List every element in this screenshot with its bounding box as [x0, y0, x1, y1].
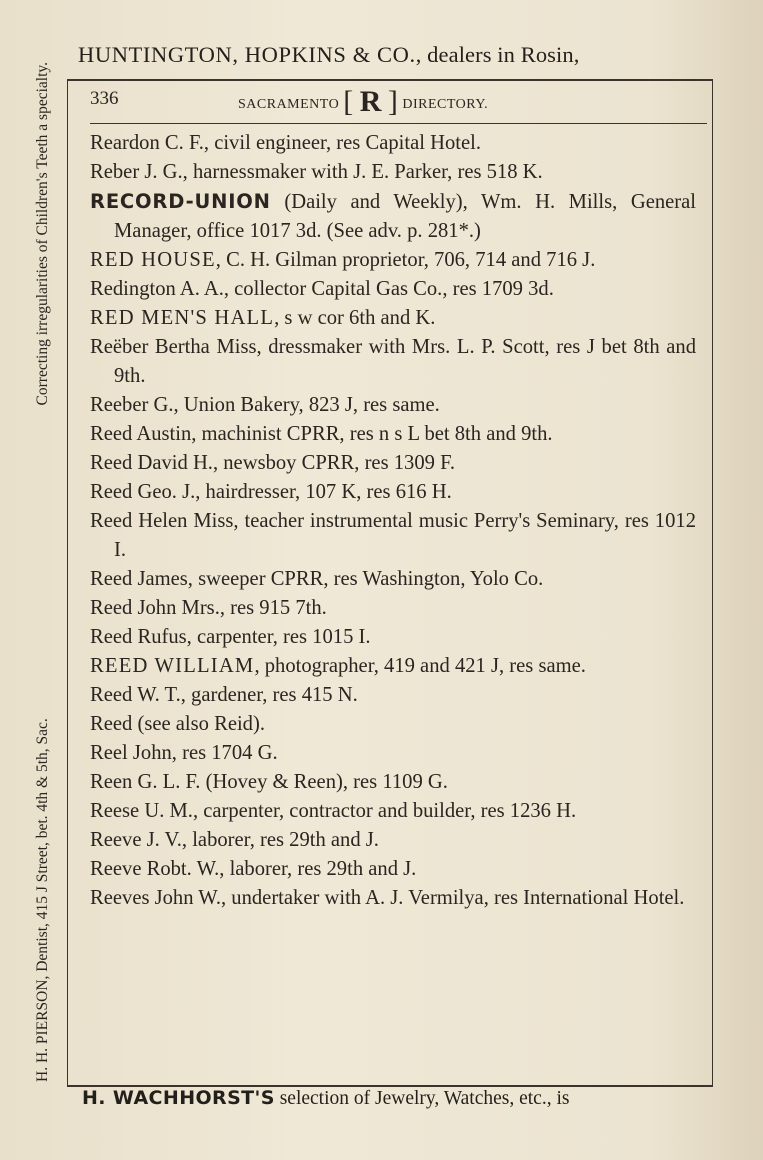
entry-text: Reëber Bertha Miss, dressmaker with Mrs. L. P. Scott, res J bet 8th and 9th.	[90, 336, 696, 387]
directory-entry	[90, 768, 696, 797]
side-advertisement	[34, 62, 52, 1082]
entry-text: Reen G. L. F. (Hovey & Reen), res 1109 G.	[90, 771, 448, 793]
running-title-right: DIRECTORY.	[402, 97, 489, 112]
top-advert-name: HUNTINGTON, HOPKINS & CO.	[78, 42, 416, 67]
directory-entry	[90, 855, 696, 884]
bottom-advert-text: selection of Jewelry, Watches, etc., is	[274, 1088, 570, 1109]
directory-entry	[90, 304, 696, 333]
entry-lead: RED MEN'S HALL	[90, 307, 275, 329]
entry-text: Reeve J. V., laborer, res 29th and J.	[90, 829, 379, 851]
entry-text: Reed Helen Miss, teacher instrumental music Perry's Seminary, res 1012 I.	[90, 510, 696, 561]
directory-entry	[90, 826, 696, 855]
entry-lead: RED HOUSE	[90, 249, 216, 271]
directory-entry	[90, 797, 696, 826]
bottom-advertisement	[82, 1087, 722, 1110]
directory-entry	[90, 507, 696, 565]
entry-text: Reed Austin, machinist CPRR, res n s L bet 8th and 9th.	[90, 423, 553, 445]
running-head	[90, 84, 704, 122]
entry-text: Reed W. T., gardener, res 415 N.	[90, 684, 358, 706]
side-advert-part2: Correcting irregularities of Children's Teeth a specialty.	[34, 62, 51, 406]
entry-text: Reed (see also Reid).	[90, 713, 265, 735]
entry-lead: RECORD-UNION	[90, 190, 271, 213]
directory-entry	[90, 594, 696, 623]
entry-text: Reardon C. F., civil engineer, res Capital Hotel.	[90, 132, 481, 154]
directory-entry	[90, 187, 696, 246]
entry-text: Reber J. G., harnessmaker with J. E. Parker, res 518 K.	[90, 161, 543, 183]
entry-text: (Daily and Weekly), Wm. H. Mills, General Manager, office 1017 3d. (See adv. p. 281*.)	[114, 191, 696, 242]
section-letter: R	[359, 85, 382, 118]
directory-entries	[90, 129, 696, 913]
directory-entry	[90, 565, 696, 594]
entry-text: Reed John Mrs., res 915 7th.	[90, 597, 327, 619]
directory-entry	[90, 681, 696, 710]
entry-text: Redington A. A., collector Capital Gas Co., res 1709 3d.	[90, 278, 554, 300]
right-bracket: ]	[387, 85, 399, 118]
directory-entry	[90, 158, 696, 187]
directory-entry	[90, 884, 696, 913]
entry-text: Reed Geo. J., hairdresser, 107 K, res 616 H.	[90, 481, 452, 503]
bottom-advert-name: H. WACHHORST'S	[82, 1087, 275, 1109]
directory-entry	[90, 652, 696, 681]
entry-text: , C. H. Gilman proprietor, 706, 714 and 716 J.	[215, 249, 596, 271]
entry-text: Reed Rufus, carpenter, res 1015 I.	[90, 626, 371, 648]
side-advert-part1: H. H. PIERSON, Dentist, 415 J Street, bet. 4th & 5th, Sac.	[34, 718, 51, 1082]
page-number: 336	[90, 88, 119, 109]
directory-entry	[90, 478, 696, 507]
entry-text: Reed David H., newsboy CPRR, res 1309 F.	[90, 452, 456, 474]
top-advert-text: , dealers in Rosin,	[415, 42, 580, 67]
directory-entry	[90, 333, 696, 391]
directory-entry	[90, 420, 696, 449]
entry-lead: REED WILLIAM	[90, 655, 255, 677]
directory-entry	[90, 275, 696, 304]
entry-text: Reeves John W., undertaker with A. J. Vermilya, res International Hotel.	[90, 887, 685, 909]
directory-entry	[90, 623, 696, 652]
directory-entry	[90, 391, 696, 420]
entry-text: Reel John, res 1704 G.	[90, 742, 278, 764]
directory-entry	[90, 710, 696, 739]
entry-text: , s w cor 6th and K.	[274, 307, 436, 329]
entry-text: Reed James, sweeper CPRR, res Washington, Yolo Co.	[90, 568, 544, 590]
running-title-left: SACRAMENTO	[238, 97, 340, 112]
directory-entry	[90, 129, 696, 158]
top-advertisement	[78, 42, 728, 68]
entry-text: Reeber G., Union Bakery, 823 J, res same.	[90, 394, 440, 416]
left-bracket: [	[343, 85, 354, 118]
entry-text: Reese U. M., carpenter, contractor and builder, res 1236 H.	[90, 800, 577, 822]
directory-entry	[90, 449, 696, 478]
directory-entry	[90, 739, 696, 768]
directory-entry	[90, 246, 696, 275]
entry-text: Reeve Robt. W., laborer, res 29th and J.	[90, 858, 417, 880]
header-rule	[90, 123, 707, 124]
running-title	[238, 85, 488, 119]
entry-text: , photographer, 419 and 421 J, res same.	[254, 655, 586, 677]
